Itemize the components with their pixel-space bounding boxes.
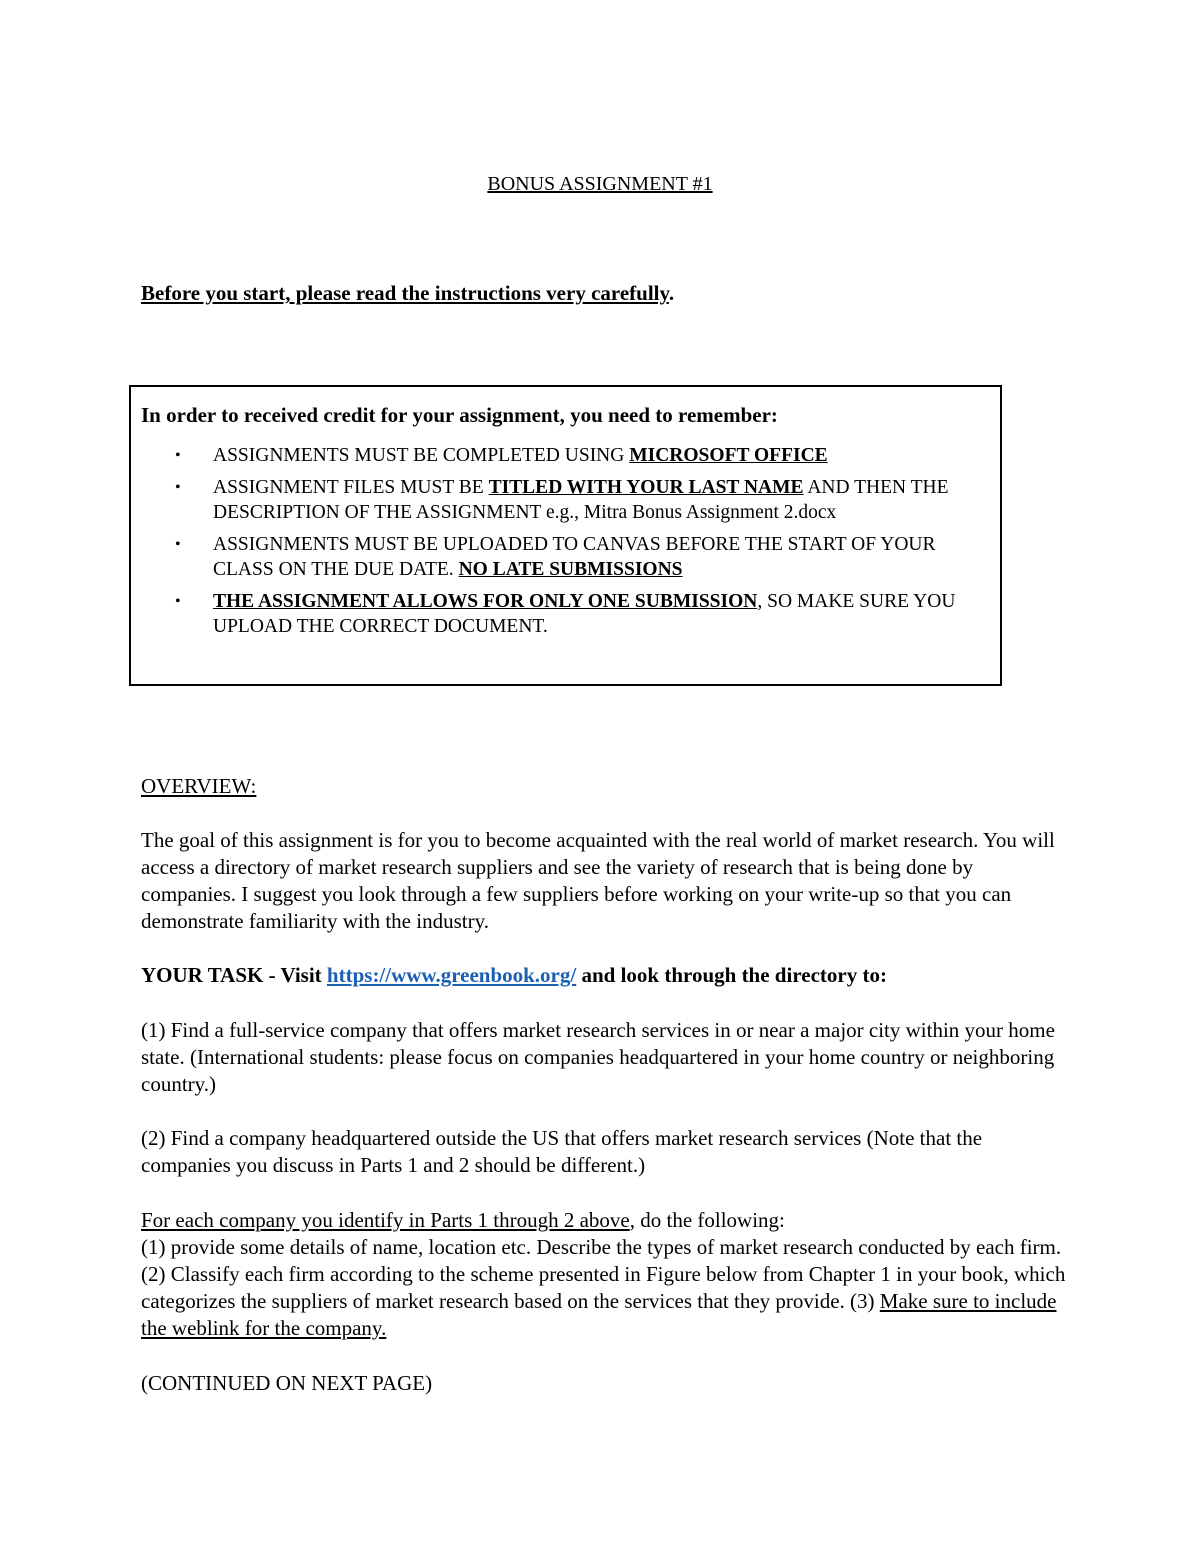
for-each-company-section	[141, 1207, 1071, 1342]
continued-note: (CONTINUED ON NEXT PAGE)	[141, 1371, 433, 1395]
intro-underlined-text: Before you start, please read the instructions very carefully	[141, 281, 669, 305]
requirement-item	[131, 475, 1004, 525]
for-each-underlined: For each company you identify in Parts 1 through 2 above	[141, 1208, 630, 1232]
requirement-text: AND THEN THE DESCRIPTION OF THE ASSIGNMENT e.g., Mitra Bonus Assignment 2.docx	[213, 477, 949, 523]
requirements-box	[129, 385, 1002, 686]
overview-paragraph: The goal of this assignment is for you to become acquainted with the real world of market research. You will access a directory of market research suppliers and see the variety of research that is being done by companies. I suggest you look through a few suppliers before working on your write-up so that you can demonstrate familiarity with the industry.	[141, 828, 1055, 933]
requirement-emphasis: NO LATE SUBMISSIONS	[458, 559, 683, 580]
requirement-emphasis: THE ASSIGNMENT ALLOWS FOR ONLY ONE SUBMISSION	[213, 591, 758, 612]
intro-end: .	[668, 281, 675, 305]
task-prefix: YOUR TASK - Visit	[141, 963, 327, 987]
requirement-item	[131, 532, 1004, 582]
requirement-text: ASSIGNMENTS MUST BE UPLOADED TO CANVAS BEFORE THE START OF YOUR CLASS ON THE DUE DATE.	[213, 534, 936, 580]
weblink-note: Make sure to include the weblink for the company.	[141, 1289, 1057, 1340]
requirement-emphasis: TITLED WITH YOUR LAST NAME	[488, 477, 804, 498]
requirement-item	[131, 589, 1004, 639]
requirements-heading: In order to received credit for your assignment, you need to remember:	[141, 403, 778, 427]
for-each-body	[141, 1234, 1071, 1342]
for-each-body-text: (1) provide some details of name, location etc. Describe the types of market research conducted by each firm. (2) Classify each firm according to the scheme presented in Figure below from Chapter 1 in your book, which categorizes the suppliers of market research based on the services that they provide. (3)	[141, 1235, 1066, 1313]
overview-heading: OVERVIEW:	[141, 774, 257, 798]
task-suffix: and look through the directory to:	[576, 963, 887, 987]
requirements-list	[131, 443, 1004, 646]
for-each-rest: , do the following:	[629, 1208, 785, 1232]
requirement-item	[131, 443, 1004, 468]
page-title: BONUS ASSIGNMENT #1	[487, 173, 713, 195]
bullet-icon: •	[175, 447, 181, 464]
bullet-icon: •	[175, 536, 181, 553]
requirement-emphasis: MICROSOFT OFFICE	[629, 445, 828, 466]
task-part-1: (1) Find a full-service company that offers market research services in or near a major city within your home state. (International students: please focus on companies headquartered in your home country or neighboring country.)	[141, 1018, 1055, 1096]
intro-instruction	[141, 280, 674, 307]
bullet-icon: •	[175, 479, 181, 496]
requirement-text: ASSIGNMENT FILES MUST BE	[213, 477, 489, 498]
requirement-text: , SO MAKE SURE YOU UPLOAD THE CORRECT DOCUMENT.	[213, 591, 956, 637]
task-part-2: (2) Find a company headquartered outside the US that offers market research services (Note that the companies you discuss in Parts 1 and 2 should be different.)	[141, 1126, 983, 1177]
bullet-icon: •	[175, 593, 181, 610]
task-instruction	[141, 962, 1071, 989]
requirement-text: ASSIGNMENTS MUST BE COMPLETED USING	[213, 445, 630, 466]
for-each-heading	[141, 1207, 1071, 1234]
greenbook-link[interactable]: https://www.greenbook.org/	[326, 963, 577, 987]
